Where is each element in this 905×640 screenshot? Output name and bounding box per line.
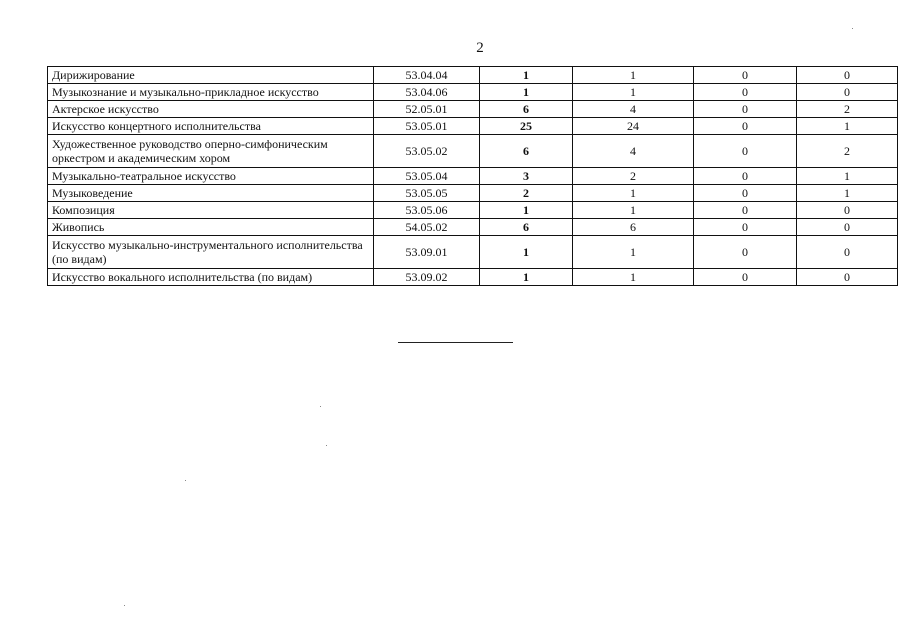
- table-row: [48, 135, 898, 168]
- specialty-code: 53.05.02: [374, 135, 480, 168]
- total-count: 1: [480, 67, 573, 84]
- count-col-c: 0: [797, 269, 898, 286]
- count-col-b: 0: [694, 202, 797, 219]
- specialty-name: Музыкально-театральное искусство: [48, 168, 374, 185]
- specialty-code: 53.04.04: [374, 67, 480, 84]
- table-row: [48, 269, 898, 286]
- count-col-a: 1: [573, 202, 694, 219]
- count-col-a: 6: [573, 219, 694, 236]
- count-col-a: 1: [573, 236, 694, 269]
- count-col-b: 0: [694, 185, 797, 202]
- specialty-name: Дирижирование: [48, 67, 374, 84]
- total-count: 1: [480, 269, 573, 286]
- specialty-code: 54.05.02: [374, 219, 480, 236]
- count-col-b: 0: [694, 269, 797, 286]
- count-col-b: 0: [694, 118, 797, 135]
- count-col-a: 1: [573, 67, 694, 84]
- table-row: [48, 202, 898, 219]
- specialty-code: 53.05.01: [374, 118, 480, 135]
- specialty-name: Искусство вокального исполнительства (по видам): [48, 269, 374, 286]
- scan-speck: [124, 605, 125, 606]
- page-number: 2: [476, 40, 484, 56]
- total-count: 6: [480, 219, 573, 236]
- count-col-c: 2: [797, 101, 898, 118]
- count-col-b: 0: [694, 84, 797, 101]
- specialty-code: 53.05.05: [374, 185, 480, 202]
- count-col-c: 0: [797, 67, 898, 84]
- total-count: 25: [480, 118, 573, 135]
- count-col-b: 0: [694, 236, 797, 269]
- scan-speck: [326, 445, 327, 446]
- table-row: [48, 236, 898, 269]
- count-col-a: 4: [573, 135, 694, 168]
- scan-speck: [320, 406, 321, 407]
- count-col-c: 1: [797, 168, 898, 185]
- table-row: [48, 84, 898, 101]
- specialty-name: Искусство концертного исполнительства: [48, 118, 374, 135]
- count-col-b: 0: [694, 219, 797, 236]
- specialty-code: 53.05.04: [374, 168, 480, 185]
- table-row: [48, 101, 898, 118]
- table-row: [48, 67, 898, 84]
- count-col-a: 2: [573, 168, 694, 185]
- specialty-name: Живопись: [48, 219, 374, 236]
- specialty-code: 53.09.01: [374, 236, 480, 269]
- specialty-name: Актерское искусство: [48, 101, 374, 118]
- count-col-b: 0: [694, 168, 797, 185]
- separator-line: [398, 342, 513, 343]
- specialty-name: Музыковедение: [48, 185, 374, 202]
- table-row: [48, 185, 898, 202]
- total-count: 1: [480, 84, 573, 101]
- count-col-b: 0: [694, 135, 797, 168]
- count-col-c: 0: [797, 202, 898, 219]
- total-count: 1: [480, 202, 573, 219]
- total-count: 2: [480, 185, 573, 202]
- specialty-name: Искусство музыкально-инструментального исполнительства (по видам): [48, 236, 374, 269]
- count-col-a: 24: [573, 118, 694, 135]
- total-count: 6: [480, 135, 573, 168]
- specialty-name: Композиция: [48, 202, 374, 219]
- count-col-a: 1: [573, 269, 694, 286]
- total-count: 6: [480, 101, 573, 118]
- scan-speck: [852, 28, 853, 29]
- table-row: [48, 219, 898, 236]
- count-col-a: 1: [573, 185, 694, 202]
- count-col-a: 4: [573, 101, 694, 118]
- table-row: [48, 118, 898, 135]
- count-col-c: 0: [797, 219, 898, 236]
- specialty-name: Музыкознание и музыкально-прикладное искусство: [48, 84, 374, 101]
- table-row: [48, 168, 898, 185]
- count-col-c: 0: [797, 84, 898, 101]
- specialty-code: 52.05.01: [374, 101, 480, 118]
- total-count: 3: [480, 168, 573, 185]
- count-col-b: 0: [694, 67, 797, 84]
- count-col-c: 1: [797, 118, 898, 135]
- count-col-c: 1: [797, 185, 898, 202]
- specialty-code: 53.05.06: [374, 202, 480, 219]
- specialties-table: [47, 66, 898, 286]
- specialty-code: 53.09.02: [374, 269, 480, 286]
- scan-speck: [185, 480, 186, 481]
- count-col-a: 1: [573, 84, 694, 101]
- total-count: 1: [480, 236, 573, 269]
- count-col-b: 0: [694, 101, 797, 118]
- count-col-c: 0: [797, 236, 898, 269]
- count-col-c: 2: [797, 135, 898, 168]
- specialty-code: 53.04.06: [374, 84, 480, 101]
- specialty-name: Художественное руководство оперно-симфоническим оркестром и академическим хором: [48, 135, 374, 168]
